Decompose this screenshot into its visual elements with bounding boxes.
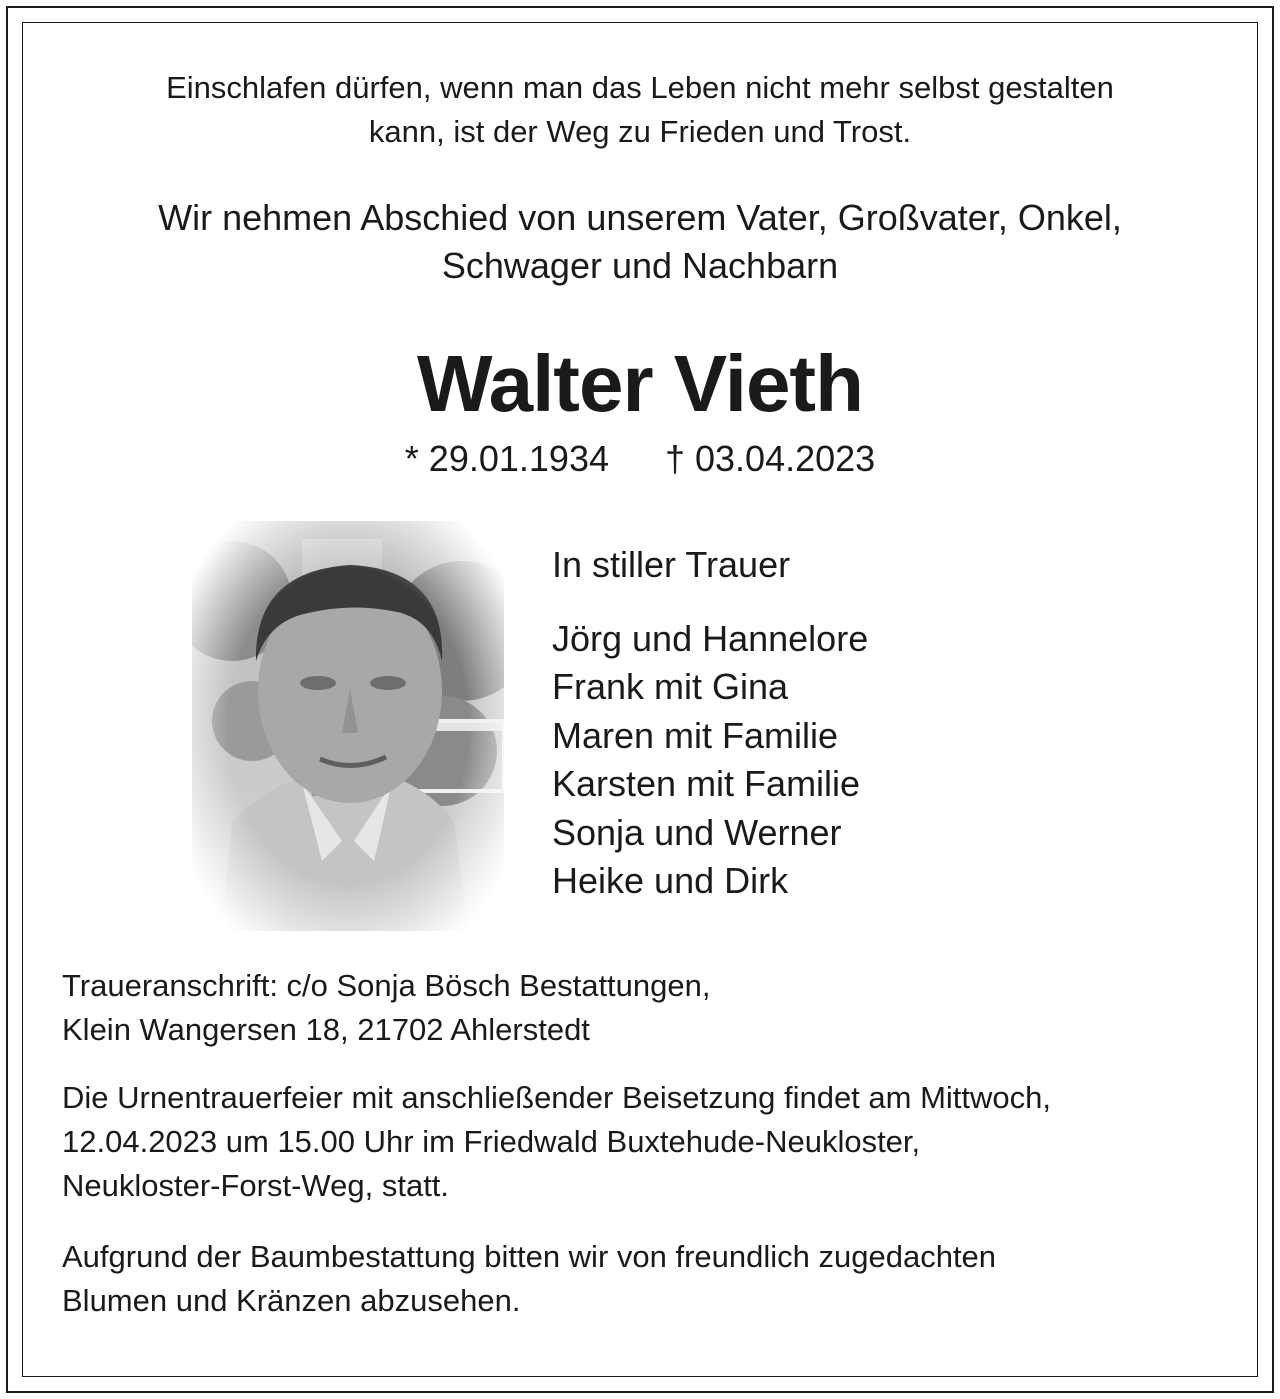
death-date: † 03.04.2023	[664, 438, 876, 479]
intro-line-2: Schwager und Nachbarn	[441, 245, 839, 286]
mourner-name: Sonja und Werner	[552, 811, 842, 853]
birth-date: * 29.01.1934	[404, 438, 609, 479]
ceremony-line-3: Neukloster-Forst-Weg, statt.	[62, 1168, 450, 1203]
mourner-name: Frank mit Gina	[552, 666, 789, 707]
ceremony-info	[62, 1076, 1242, 1208]
mourning-address	[62, 964, 1242, 1052]
notice-line-1: Aufgrund der Baumbestattung bitten wir von freundlich zugedachten	[62, 1239, 997, 1274]
mourner-name: Jörg und Hannelore	[552, 617, 869, 659]
life-dates	[40, 436, 1240, 482]
ceremony-line-2: 12.04.2023 um 15.00 Uhr im Friedwald Buxtehude-Neukloster,	[62, 1124, 921, 1159]
portrait-photo	[192, 521, 504, 931]
address-line-1: Traueranschrift: c/o Sonja Bösch Bestattungen,	[62, 968, 711, 1003]
address-line-2: Klein Wangersen 18, 21702 Ahlerstedt	[62, 1012, 590, 1047]
mourners-list	[552, 541, 868, 906]
farewell-intro	[40, 194, 1240, 290]
flowers-notice	[62, 1235, 1242, 1323]
notice-line-2: Blumen und Kränzen abzusehen.	[62, 1283, 521, 1318]
mourners-heading: In stiller Trauer	[552, 544, 791, 585]
intro-line-1: Wir nehmen Abschied von unserem Vater, Großvater, Onkel,	[158, 197, 1122, 238]
mourner-name: Karsten mit Familie	[552, 763, 861, 804]
motto-line-1: Einschlafen dürfen, wenn man das Leben nicht mehr selbst gestalten	[166, 70, 1114, 105]
mourner-name: Heike und Dirk	[552, 860, 789, 901]
mourner-name: Maren mit Familie	[552, 714, 839, 756]
motto	[40, 66, 1240, 154]
deceased-name: Walter Vieth	[417, 339, 863, 428]
ceremony-line-1: Die Urnentrauerfeier mit anschließender Beisetzung findet am Mittwoch,	[62, 1080, 1052, 1115]
motto-line-2: kann, ist der Weg zu Frieden und Trost.	[368, 114, 912, 149]
